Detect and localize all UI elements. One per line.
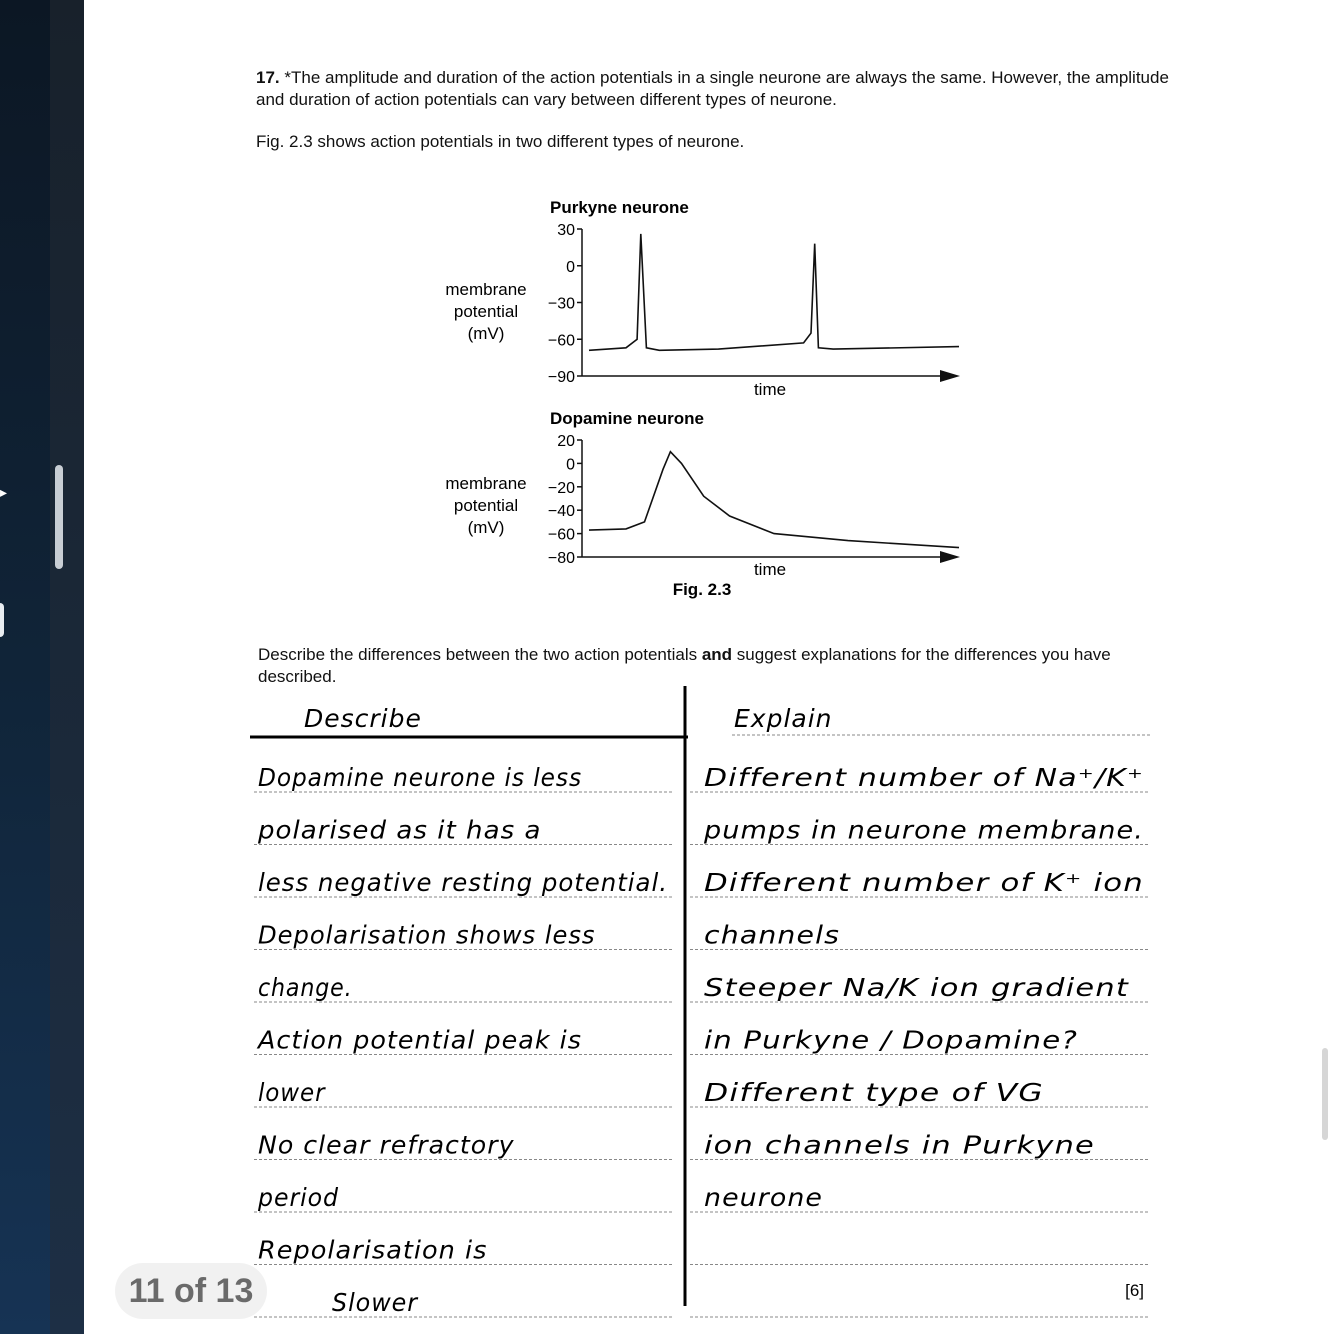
scroll-handle[interactable] [55,465,63,569]
y-tick-label: −60 [547,526,575,544]
prompt-emphasis: and [701,645,733,664]
explain-answer-line: Different number of Na⁺/K⁺ [704,763,1144,792]
left-side-panel [0,0,84,1334]
y-axis-label-line: (mV) [467,518,505,537]
explain-answer-line: ion channels in Purkyne [704,1130,1095,1160]
y-axis-label-line: membrane [445,280,527,299]
explain-answer-line: neurone [704,1183,823,1212]
y-axis-label-line: potential [453,302,519,321]
describe-answer-line: Action potential peak is [255,1025,582,1055]
answer-area [84,0,1334,1334]
explain-answer-line: Different type of VG [704,1078,1044,1107]
x-axis-label: time [753,560,787,579]
chart-title: Dopamine neurone [550,409,704,428]
explain-answer-line: pumps in neurone membrane. [702,815,1144,845]
y-tick-label: 0 [566,456,575,474]
thumbnail-strip [50,0,84,1334]
chart-title: Purkyne neurone [550,198,689,217]
describe-answer-line: Dopamine neurone is less [258,763,582,792]
explain-answer-line: in Purkyne / Dopamine? [704,1025,1078,1055]
question-body: *The amplitude and duration of the action potentials in a single neurone are always the same. However, the amplitude and duration of action potentials can vary between different types of neurone. [256,68,1169,109]
describe-answer-line: Repolarisation is [258,1235,488,1265]
y-axis-label-line: membrane [445,474,527,493]
y-tick-label: −90 [547,369,575,386]
describe-header: Describe [304,704,422,733]
question-number: 17. [256,68,280,87]
explain-answer-line: Steeper Na/K ion gradient [704,973,1130,1002]
y-tick-label: −30 [547,295,575,313]
x-axis-label: time [753,380,787,399]
describe-answer-line: Slower [332,1288,419,1317]
marks: [6] [1125,1281,1144,1300]
describe-answer-line: lower [258,1078,327,1107]
explain-answer-line: Different number of K⁺ ion [704,868,1144,897]
describe-answer-line: polarised as it has a [256,815,542,845]
document-page [84,0,1334,1334]
y-tick-label: −40 [547,503,575,521]
explain-header: Explain [734,704,833,733]
describe-answer-line: Depolarisation shows less [258,920,596,950]
y-tick-label: 0 [566,258,575,276]
page-indicator: 11 of 13 [115,1263,267,1319]
side-tab-handle[interactable] [0,603,4,637]
describe-answer-line: change. [258,973,353,1002]
chevron-right-icon[interactable]: ▸ [0,484,8,500]
y-tick-label: 20 [557,433,575,450]
y-tick-label: −20 [547,479,575,497]
y-tick-label: −80 [547,550,575,567]
figure-intro: Fig. 2.3 shows action potentials in two different types of neurone. [256,132,745,151]
prompt-part: suggest explanations for the differences you have described. [258,645,1111,686]
describe-answer-line: period [257,1183,339,1212]
y-tick-label: −60 [547,332,575,350]
figure-caption: Fig. 2.3 [672,580,732,599]
y-tick-label: 30 [557,222,575,239]
prompt-part: Describe the differences between the two action potentials [258,645,702,664]
answer-rows [254,763,1150,1317]
y-axis-label-line: potential [453,496,519,515]
y-axis-label-line: (mV) [467,324,505,343]
describe-answer-line: less negative resting potential. [258,868,668,897]
explain-answer-line: channels [704,920,840,950]
describe-answer-line: No clear refractory [258,1130,515,1160]
